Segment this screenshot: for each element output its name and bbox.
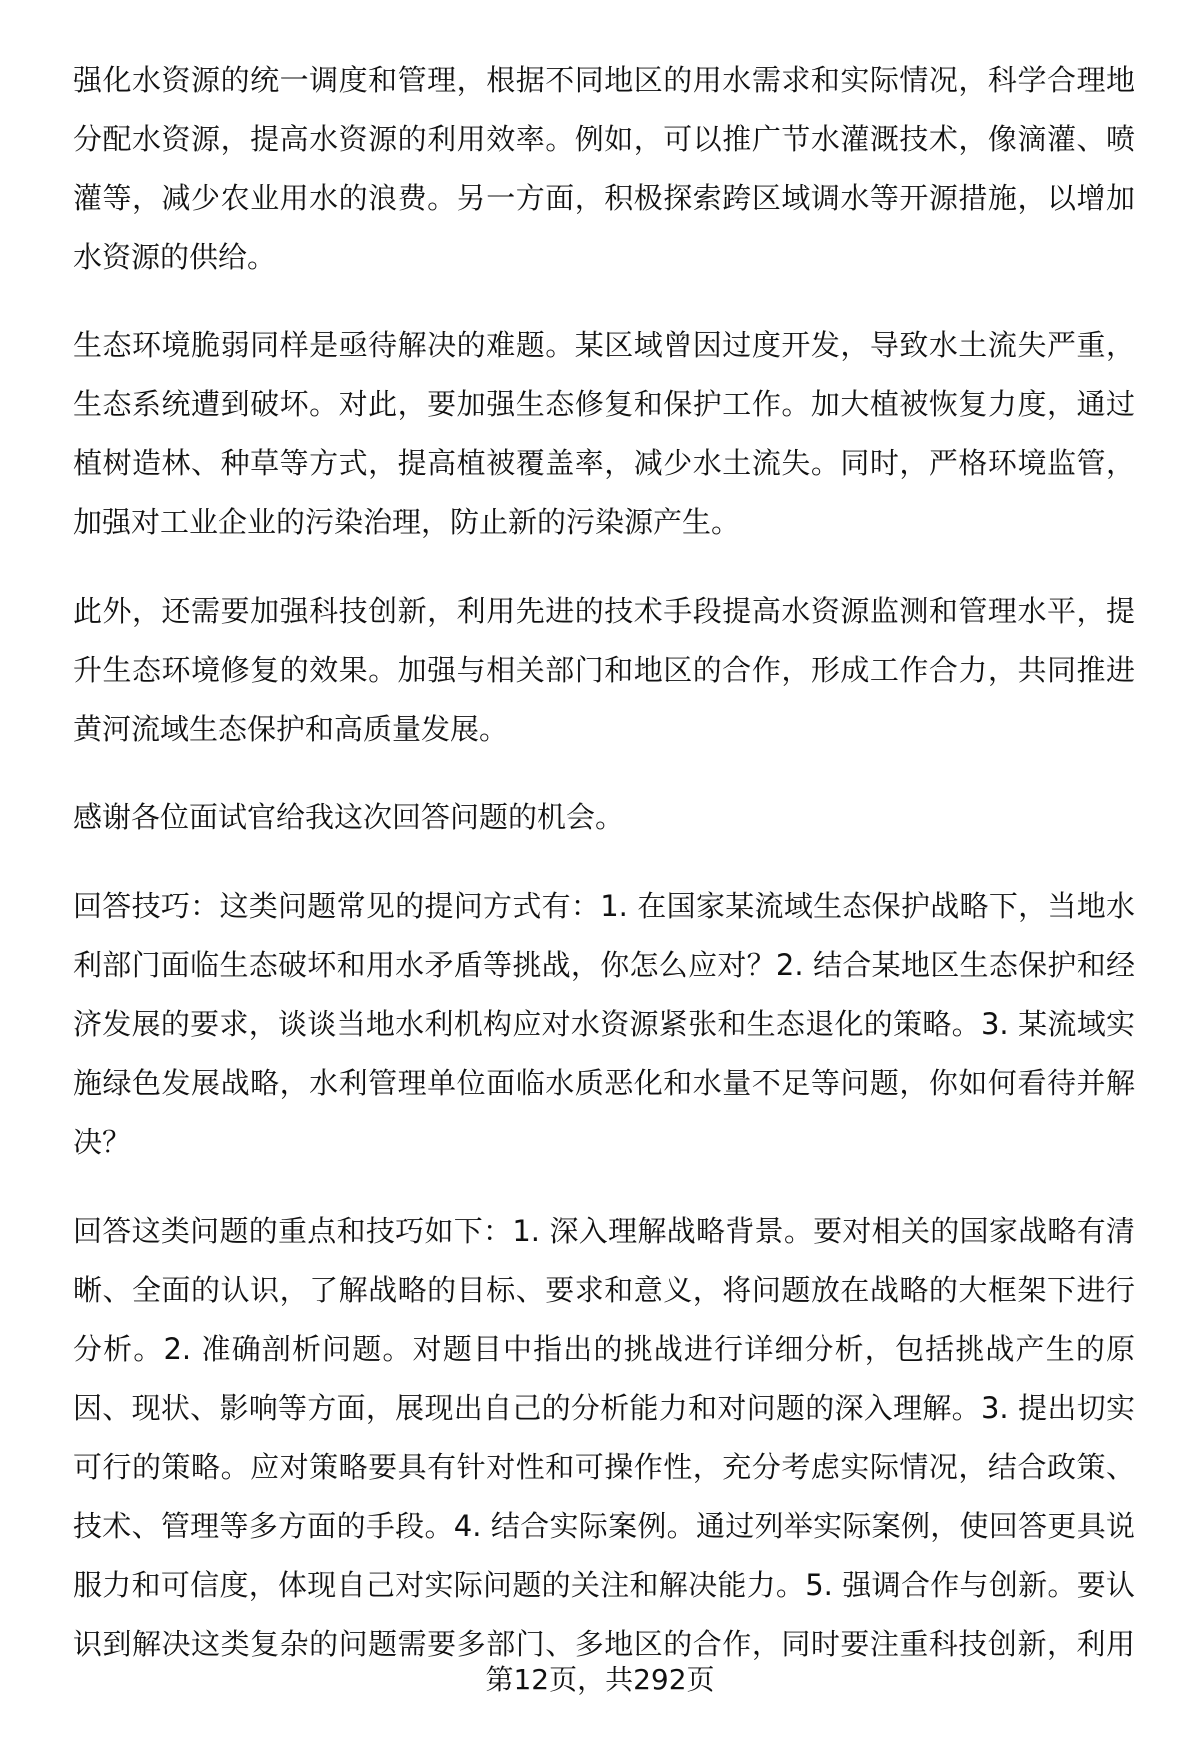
text-line: 晰、全面的认识，了解战略的目标、要求和意义，将问题放在战略的大框架下进行 [73, 1273, 1135, 1307]
text-line: 加强对工业企业的污染治理，防止新的污染源产生。 [73, 505, 741, 539]
text-line: 生态环境脆弱同样是亟待解决的难题。某区域曾因过度开发，导致水土流失严重， [73, 328, 1135, 362]
text-line: 技术、管理等多方面的手段。4. 结合实际案例。通过列举实际案例，使回答更具说 [73, 1509, 1135, 1543]
text-line: 施绿色发展战略，水利管理单位面临水质恶化和水量不足等问题，你如何看待并解 [73, 1066, 1135, 1100]
page-number-footer: 第12页，共292页 [485, 1663, 715, 1696]
paragraph [73, 582, 1135, 759]
paragraph [73, 788, 1135, 847]
text-line: 识到解决这类复杂的问题需要多部门、多地区的合作，同时要注重科技创新，利用 [73, 1627, 1135, 1661]
text-line: 分配水资源，提高水资源的利用效率。例如，可以推广节水灌溉技术，像滴灌、喷 [73, 122, 1135, 156]
text-line: 升生态环境修复的效果。加强与相关部门和地区的合作，形成工作合力，共同推进 [73, 653, 1135, 687]
paragraph [73, 51, 1135, 287]
text-line: 可行的策略。应对策略要具有针对性和可操作性，充分考虑实际情况，结合政策、 [73, 1450, 1135, 1484]
text-line: 水资源的供给。 [73, 240, 277, 274]
text-line: 此外，还需要加强科技创新，利用先进的技术手段提高水资源监测和管理水平，提 [73, 594, 1135, 628]
text-line: 灌等，减少农业用水的浪费。另一方面，积极探索跨区域调水等开源措施，以增加 [73, 181, 1135, 215]
text-line: 回答这类问题的重点和技巧如下：1. 深入理解战略背景。要对相关的国家战略有清 [73, 1214, 1135, 1248]
text-line: 分析。2. 准确剖析问题。对题目中指出的挑战进行详细分析，包括挑战产生的原 [73, 1332, 1135, 1366]
paragraph [73, 877, 1135, 1172]
paragraph [73, 1202, 1135, 1674]
text-line: 济发展的要求，谈谈当地水利机构应对水资源紧张和生态退化的策略。3. 某流域实 [73, 1007, 1135, 1041]
text-line: 决？ [73, 1125, 132, 1159]
text-line: 回答技巧：这类问题常见的提问方式有：1. 在国家某流域生态保护战略下，当地水 [73, 889, 1135, 923]
text-line: 强化水资源的统一调度和管理，根据不同地区的用水需求和实际情况，科学合理地 [73, 63, 1135, 97]
text-line: 因、现状、影响等方面，展现出自己的分析能力和对问题的深入理解。3. 提出切实 [73, 1391, 1135, 1425]
text-line: 利部门面临生态破坏和用水矛盾等挑战，你怎么应对？2. 结合某地区生态保护和经 [73, 948, 1135, 982]
text-line: 黄河流域生态保护和高质量发展。 [73, 712, 509, 746]
text-line: 植树造林、种草等方式，提高植被覆盖率，减少水土流失。同时，严格环境监管， [73, 446, 1135, 480]
text-line: 生态系统遭到破坏。对此，要加强生态修复和保护工作。加大植被恢复力度，通过 [73, 387, 1135, 421]
paragraph [73, 316, 1135, 552]
text-line: 服力和可信度，体现自己对实际问题的关注和解决能力。5. 强调合作与创新。要认 [73, 1568, 1135, 1602]
text-line: 感谢各位面试官给我这次回答问题的机会。 [73, 800, 625, 834]
